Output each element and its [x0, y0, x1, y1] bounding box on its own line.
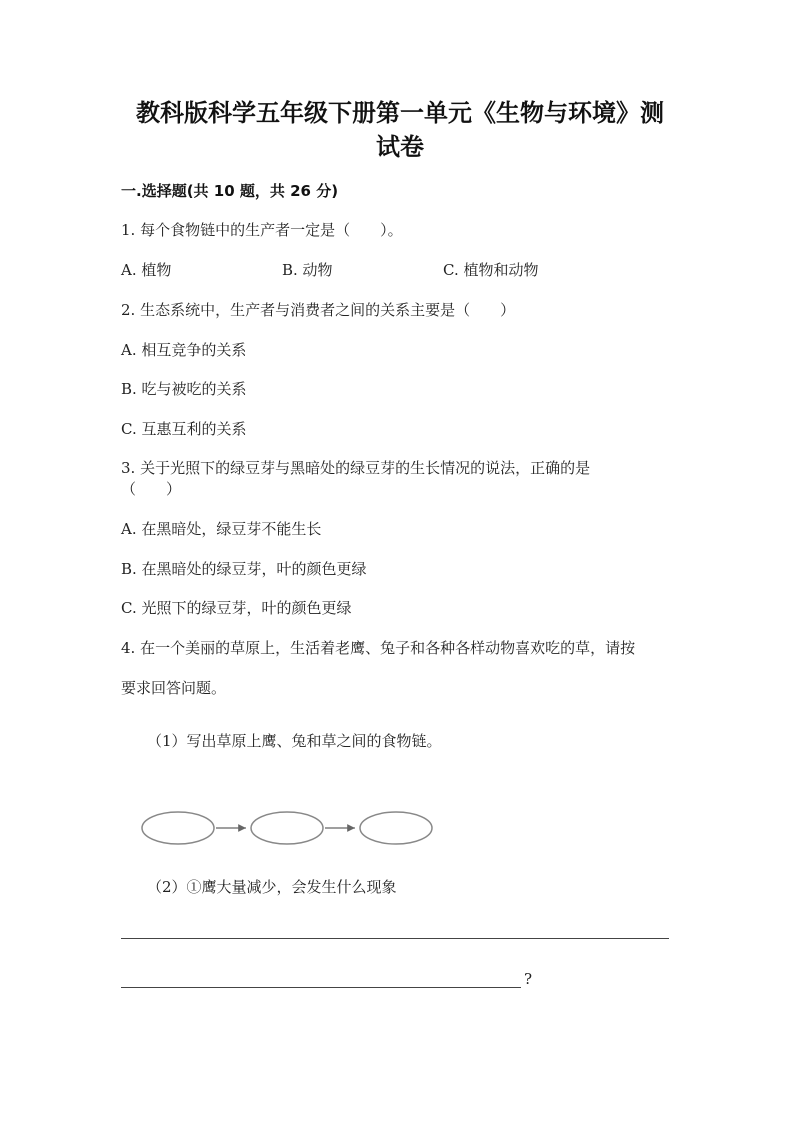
question-3-option-c: C. 光照下的绿豆芽，叶的颜色更绿 — [121, 599, 352, 617]
question-1-option-a: A. 植物 — [121, 261, 172, 279]
question-1-option-c: C. 植物和动物 — [443, 261, 539, 279]
question-3-stem-line2: （ ） — [121, 480, 182, 498]
question-3-option-a: A. 在黑暗处，绿豆芽不能生长 — [121, 520, 322, 538]
question-3-stem-line1: 3. 关于光照下的绿豆芽与黑暗处的绿豆芽的生长情况的说法，正确的是 — [121, 459, 591, 477]
answer-line-1[interactable] — [121, 938, 669, 939]
question-2-option-b: B. 吃与被吃的关系 — [121, 380, 247, 398]
question-4-stem-line1: 4. 在一个美丽的草原上，生活着老鹰、兔子和各种各样动物喜欢吃的草，请按 — [121, 639, 636, 657]
answer-line-2[interactable] — [121, 987, 521, 988]
question-3-option-b: B. 在黑暗处的绿豆芽，叶的颜色更绿 — [121, 560, 367, 578]
food-chain-diagram — [138, 806, 438, 850]
question-2-stem: 2. 生态系统中，生产者与消费者之间的关系主要是（ ） — [121, 301, 516, 319]
answer-question-mark: ? — [524, 970, 533, 988]
question-1-stem: 1. 每个食物链中的生产者一定是（ ）。 — [121, 221, 403, 239]
question-2-option-c: C. 互惠互利的关系 — [121, 420, 247, 438]
page-title-line1: 教科版科学五年级下册第一单元《生物与环境》测 — [136, 99, 664, 127]
section-heading: 一.选择题(共 10 题，共 26 分) — [121, 182, 339, 200]
question-4-part-1: （1）写出草原上鹰、兔和草之间的食物链。 — [147, 732, 442, 750]
page-title-line2: 试卷 — [376, 133, 424, 161]
food-chain-blank-1[interactable] — [142, 812, 214, 844]
food-chain-blank-2[interactable] — [251, 812, 323, 844]
question-2-option-a: A. 相互竞争的关系 — [121, 341, 247, 359]
food-chain-blank-3[interactable] — [360, 812, 432, 844]
question-1-option-b: B. 动物 — [282, 261, 333, 279]
question-4-stem-line2: 要求回答问题。 — [121, 679, 227, 697]
question-4-part-2: （2）①鹰大量减少，会发生什么现象 — [147, 878, 397, 896]
